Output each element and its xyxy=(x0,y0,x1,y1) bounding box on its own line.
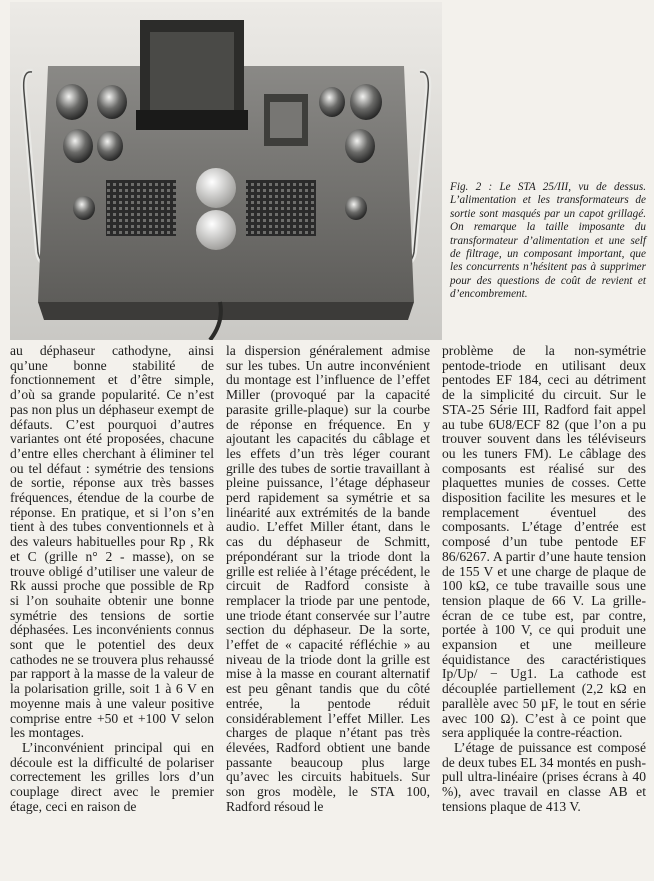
paragraph: la dispersion généralement admise sur les tubes. Un autre inconvénient du montage est l’influence de l’effet Miller (provoqué par la capacité parasite grille-plaque) sur la courbe de réponse en fréquence. En y ajoutant les capacités du câblage et les effets d’un très léger courant grille des tubes de sortie travaillant à pleine puissance, l’étage déphaseur perd rapidement sa symétrie et sa linéarité aux extrémités de la bande audio. L’effet Miller étant, dans le cas du déphaseur de Schmitt, prépondérant sur la triode dont la grille est reliée à l’étage précédent, le circuit de Radford consiste à remplacer la triode par une pentode, une triode étant conservée sur l’autre section du déphaseur. De la sorte, l’effet de « capacité réfléchie » au niveau de la triode dont la grille est mise à la masse en courant alternatif est peu gênant tandis que du côté entrée, la pentode réduit considérablement l’effet Miller. Les charges de plaque n’étant pas très élevées, Radford obtient une bande passante beaucoup plus large qu’avec les circuits habituels. Sur son gros modèle, le STA 100, Radford résoud le xyxy=(226,344,430,814)
paragraph: L’inconvénient principal qui en découle est la difficulté de polariser correctement les grilles lors d’un couplage direct avec le premier étage, ceci en raison de xyxy=(10,739,214,814)
paragraph: L’étage de puissance est composé de deux tubes EL 34 montés en push-pull ultra-linéaire (prises écrans à 40 %), avec travail en classe AB et tensions plaque de 413 V. xyxy=(442,739,646,814)
figure-caption: Fig. 2 : Le STA 25/III, vu de dessus. L’alimentation et les transformateurs de sortie sont masqués par un capot grillagé. On remarque la taille imposante du transformateur d’alimentation et une self de filtrage, un composant important, que les concurrents n’hésitent pas à supprimer pour des questions de coût de revient et d’encombrement. xyxy=(450,181,646,301)
text-column-2 xyxy=(226,344,430,879)
paragraph: problème de la non-symétrie pentode-triode en utilisant deux pentodes EF 184, ceci au détriment de la simplicité du circuit. Sur le STA-25 Série III, Radford fait appel au tube 6U8/ECF 82 (que l’on a pu trouver souvent dans les téléviseurs ou les tuners FM). Le câblage des composants est réalisé sur des plaquettes munies de cosses. Cette disposition facilite les mesures et le remplacement éventuel des composants. L’étage d’entrée est composé d’un tube pentode EF 86/6267. A partir d’une haute tension de 155 V et une charge de plaque de 100 kΩ, ce tube travaille sous une tension plaque de 66 V. La grille-écran de ce tube est, par contre, portée à 100 V, ce qui produit une expansion et une meilleure équidistance des caractéristiques Ip/Up/ − Ug1. La cathode est découplée partiellement (2,2 kΩ en parallèle avec 50 µF, le tout en série avec 100 Ω). C’est à ce point que sera appliquée la contre-réaction. xyxy=(442,344,646,741)
amplifier-photo xyxy=(10,2,442,340)
text-column-3 xyxy=(442,344,646,879)
paragraph: au déphaseur cathodyne, ainsi qu’une bonne stabilité de fonctionnement et d’être simple, d’où sa grande popularité. Ce n’est pas non plus un déphaseur exempt de défauts. C’est pourquoi d’autres variantes ont été proposées, chacune d’entre elles cherchant à éliminer tel ou tel défaut : symétrie des tensions de sortie, réponse aux très basses fréquences, étendue de la courbe de réponse. En pratique, et si l’on s’en tient à des tubes conventionnels et à des valeurs habituelles pour Rp , Rk et C (grille n° 2 - masse), on se trouve obligé d’utiliser une valeur de Rk aussi proche que possible de Rp si l’on souhaite obtenir une bonne symétrie des tensions de sortie déphasées. Les inconvénients connus sont que le potentiel des deux cathodes ne se trouvera plus rehaussé par rapport à la masse de la valeur de la polarisation grille, soit 1 à 6 V en moyenne mais à une valeur positive comprise entre +50 et +100 V selon les montages. xyxy=(10,344,214,741)
article-body xyxy=(10,344,648,879)
text-column-1 xyxy=(10,344,214,879)
